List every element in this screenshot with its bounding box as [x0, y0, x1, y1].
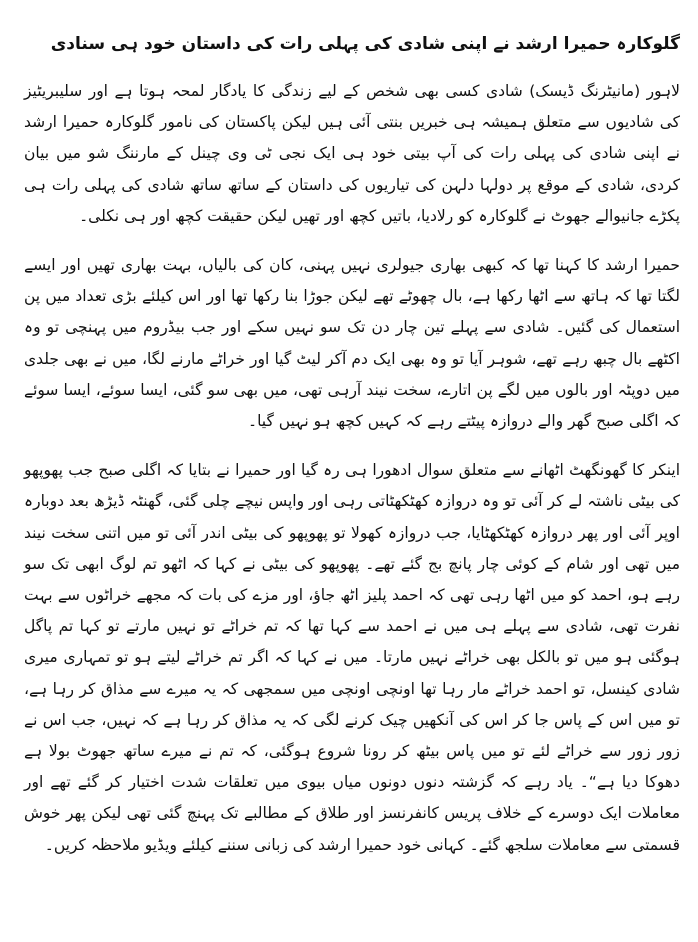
article-paragraph: حمیرا ارشد کا کہنا تھا کہ کبھی بھاری جیولری نہیں پہنی، کان کی بالیاں، بہت بھاری تھیں اور ایسے لگتا تھا کہ ہاتھ سے اٹھا رکھا ہے، بال چھوٹے تھے لیکن جوڑا بنا رکھا تھا اور اس کیلئے بڑی تعداد میں پن استعمال کی گئیں۔ شادی سے پہلے تین چار دن تک سو نہیں سکے اور جب بیڈروم میں پہنچی تو وہ اکٹھے بال چبھ رہے تھے، شوہر آیا تو وہ بھی ایک دم آکر لیٹ گیا اور خراٹے مارنے لگا، میں نے بھی جلدی میں دوپٹہ اور بالوں میں لگے پن اتارے، سخت نیند آرہی تھی، میں بھی سو گئی، ایسا سوئے، ایسا سوئے کہ اگلی صبح گھر والے دروازہ پیٹتے رہے کہ کہیں کچھ ہو نہیں گیا۔ [24, 256, 680, 431]
article-paragraph: اینکر کا گھونگھٹ اٹھانے سے متعلق سوال ادھورا ہی رہ گیا اور حمیرا نے بتایا کہ اگلی صبح جب پھوپھو کی بیٹی ناشتہ لے کر آئی تو وہ دروازہ کھٹکھٹاتی رہی اور واپس نیچے چلی گئی، گھنٹہ ڈیڑھ بعد دوبارہ اوپر آئی اور پھر دروازہ کھٹکھٹایا، جب دروازہ کھولا تو پھوپھو کی بیٹی اندر آئی تو میں اتنی سخت نیند میں تھی اور شام کے کوئی چار پانچ بج گئے تھے۔ پھوپھو کی بیٹی نے کہا کہ اٹھو تم لوگ ابھی تک سو رہے ہو، احمد کو میں اٹھا رہی تھی کہ احمد پلیز اٹھ جاؤ، اور مزے کی بات کہ مجھے خراٹوں سے بہت نفرت تھی، شادی سے پہلے ہی میں نے احمد سے کہا تھا کہ تم خراٹے تو نہیں مارتے تو کہا تم پاگل ہوگئی ہو میں تو بالکل بھی خراٹے نہیں مارتا۔ میں نے کہا کہ اگر تم خراٹے لیتے ہو تو تمہاری میری شادی کینسل، تو احمد خراٹے مار رہا تھا اونچی اونچی میں سمجھی کہ یہ میرے سے مذاق کر رہا ہے، تو میں اس کے پاس جا کر اس کی آنکھیں چیک کرنے لگی کہ یہ مذاق کر رہا ہے کہ نہیں، جب اس نے زور زور سے خراٹے لئے تو میں پاس بیٹھ کر رونا شروع ہوگئی، کہ تم نے میرے ساتھ جھوٹ بولا ہے دھوکا دیا ہے“۔ یاد رہے کہ گزشتہ دنوں دونوں میاں بیوی میں تعلقات شدت اختیار کر گئے تھے اور معاملات ایک دوسرے کے خلاف پریس کانفرنسز اور طلاق کے مطالبے تک پہنچ گئی تھی لیکن پھر خوش قسمتی سے معاملات سلجھ گئے۔ کہانی خود حمیرا ارشد کی زبانی سننے کیلئے ویڈیو ملاحظہ کریں۔ [24, 461, 680, 854]
article-title: گلوکارہ حمیرا ارشد نے اپنی شادی کی پہلی رات کی داستان خود ہی سنادی [50, 34, 680, 54]
article-paragraph: لاہور (مانیٹرنگ ڈیسک) شادی کسی بھی شخص کے لیے زندگی کا یادگار لمحہ ہوتا ہے اور سلیبریٹیز کی شادیوں سے متعلق ہمیشہ ہی خبریں بنتی آئی ہیں لیکن پاکستان کی نامور گلوکارہ حمیرا ارشد نے اپنی شادی کی پہلی رات کی آپ بیتی خود ہی ایک نجی ٹی وی چینل کے مارننگ شو میں بیان کردی، شادی کے موقع پر دولہا دلہن کی تیاریوں کی داستان کے ساتھ ساتھ شادی کی پہلی رات ہی پکڑے جانیوالے جھوٹ نے گلوکارہ کو رلادیا، باتیں کچھ اور تھیں لیکن حقیقت کچھ اور ہی نکلی۔ [24, 82, 680, 225]
